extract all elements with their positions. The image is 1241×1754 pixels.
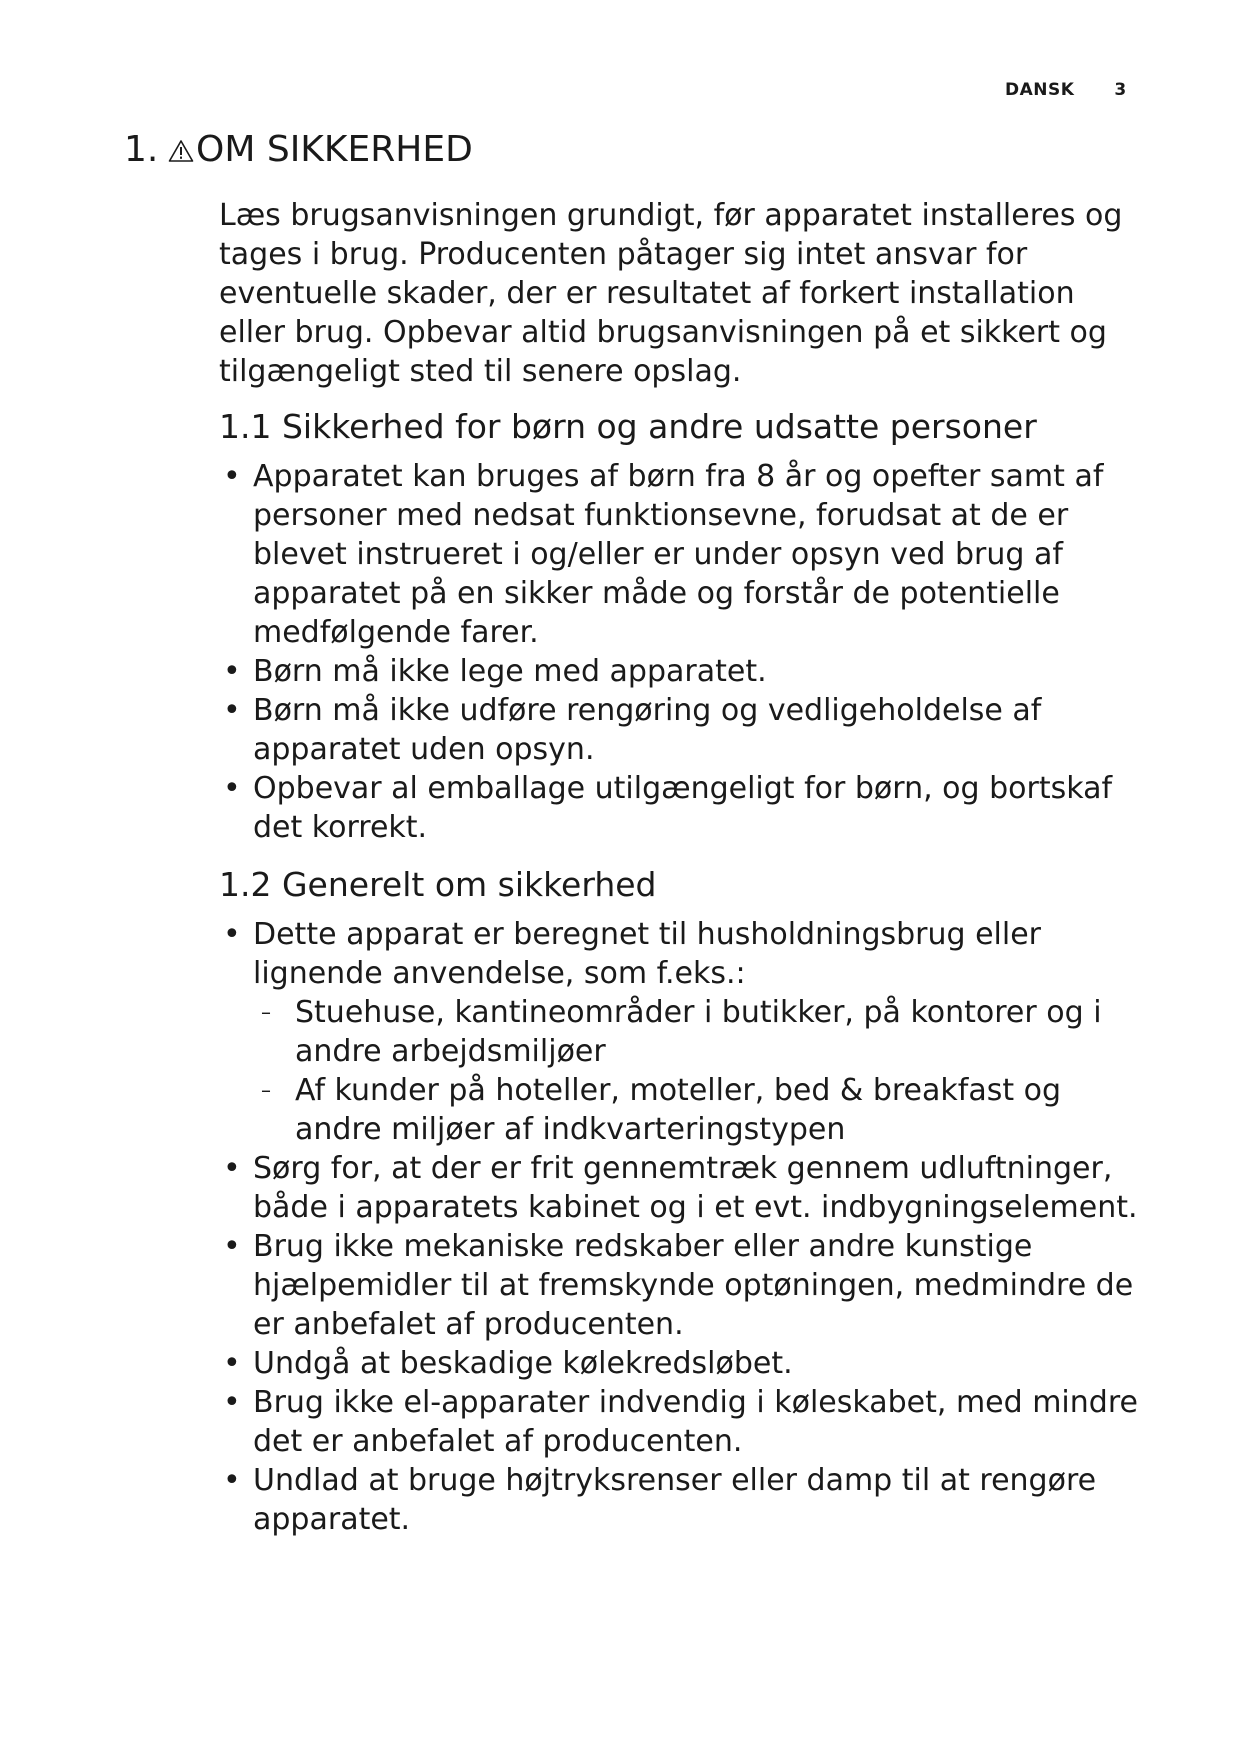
chapter-title [124,129,473,170]
list-item: • Sørg for, at der er frit gennemtræk gennem udluftninger, både i apparatets kabinet og i et evt. indbygningselement. [223,1151,1138,1225]
bullet-list-1-2 [219,915,1139,1539]
header-language: DANSK [1005,80,1075,100]
list-item: • Undgå at beskadige kølekredsløbet. [223,1346,793,1381]
list-item: • Opbevar al emballage utilgængeligt for børn, og bortskaf det korrekt. [223,771,1113,845]
page-header [1005,80,1127,100]
intro-paragraph: Læs brugsanvisningen grundigt, før apparatet installeres og tages i brug. Producenten påtager sig intet ansvar for eventuelle skader, der er resultatet af forkert installation eller brug. Opbevar altid brugsanvisningen på et sikkert og tilgængeligt sted til senere opslag. [219,198,1123,389]
list-item: • Apparatet kan bruges af børn fra 8 år og opefter samt af personer med nedsat funktionsevne, forudsat at de er blevet instrueret i og/eller er under opsyn ved brug af apparatet på en sikker måde og forstår de potentielle medfølgende farer. [223,459,1104,650]
section-title: Sikkerhed for børn og andre udsatte personer [281,407,1037,446]
list-item: • Børn må ikke lege med apparatet. [223,654,767,689]
section-number: 1.2 [219,865,272,904]
list-item: • Dette apparat er beregnet til husholdningsbrug eller lignende anvendelse, som f.eks.: – Stuehuse, kantineområder i butikker, på kontorer og i andre arbejdsmiljøer – Af kunder på hoteller, moteller, bed & breakfast og andre miljøer af indkvarteringstypen [219,915,1139,1149]
list-item: • Brug ikke el-apparater indvendig i køleskabet, med mindre det er anbefalet af producenten. [223,1385,1138,1459]
chapter-heading: OM SIKKERHED [196,129,473,170]
section-heading-1-2 [219,863,1139,907]
warning-icon [168,134,194,170]
sub-list-item: – Stuehuse, kantineområder i butikker, på kontorer og i andre arbejdsmiljøer [261,995,1102,1069]
list-item: • Børn må ikke udføre rengøring og vedligeholdelse af apparatet uden opsyn. [223,693,1042,767]
sub-list-item: – Af kunder på hoteller, moteller, bed & breakfast og andre miljøer af indkvarteringstypen [261,1073,1062,1147]
section-title: Generelt om sikkerhed [281,865,657,904]
page-number: 3 [1114,80,1127,100]
main-content [219,196,1139,1539]
bullet-list-1-1 [219,457,1139,847]
list-item: • Undlad at bruge højtryksrenser eller damp til at rengøre apparatet. [223,1463,1097,1537]
chapter-number: 1. [124,129,159,170]
sub-list [253,993,1139,1149]
list-item: • Brug ikke mekaniske redskaber eller andre kunstige hjælpemidler til at fremskynde optøningen, medmindre de er anbefalet af producenten. [223,1229,1134,1342]
section-number: 1.1 [219,407,272,446]
section-heading-1-1 [219,405,1139,449]
